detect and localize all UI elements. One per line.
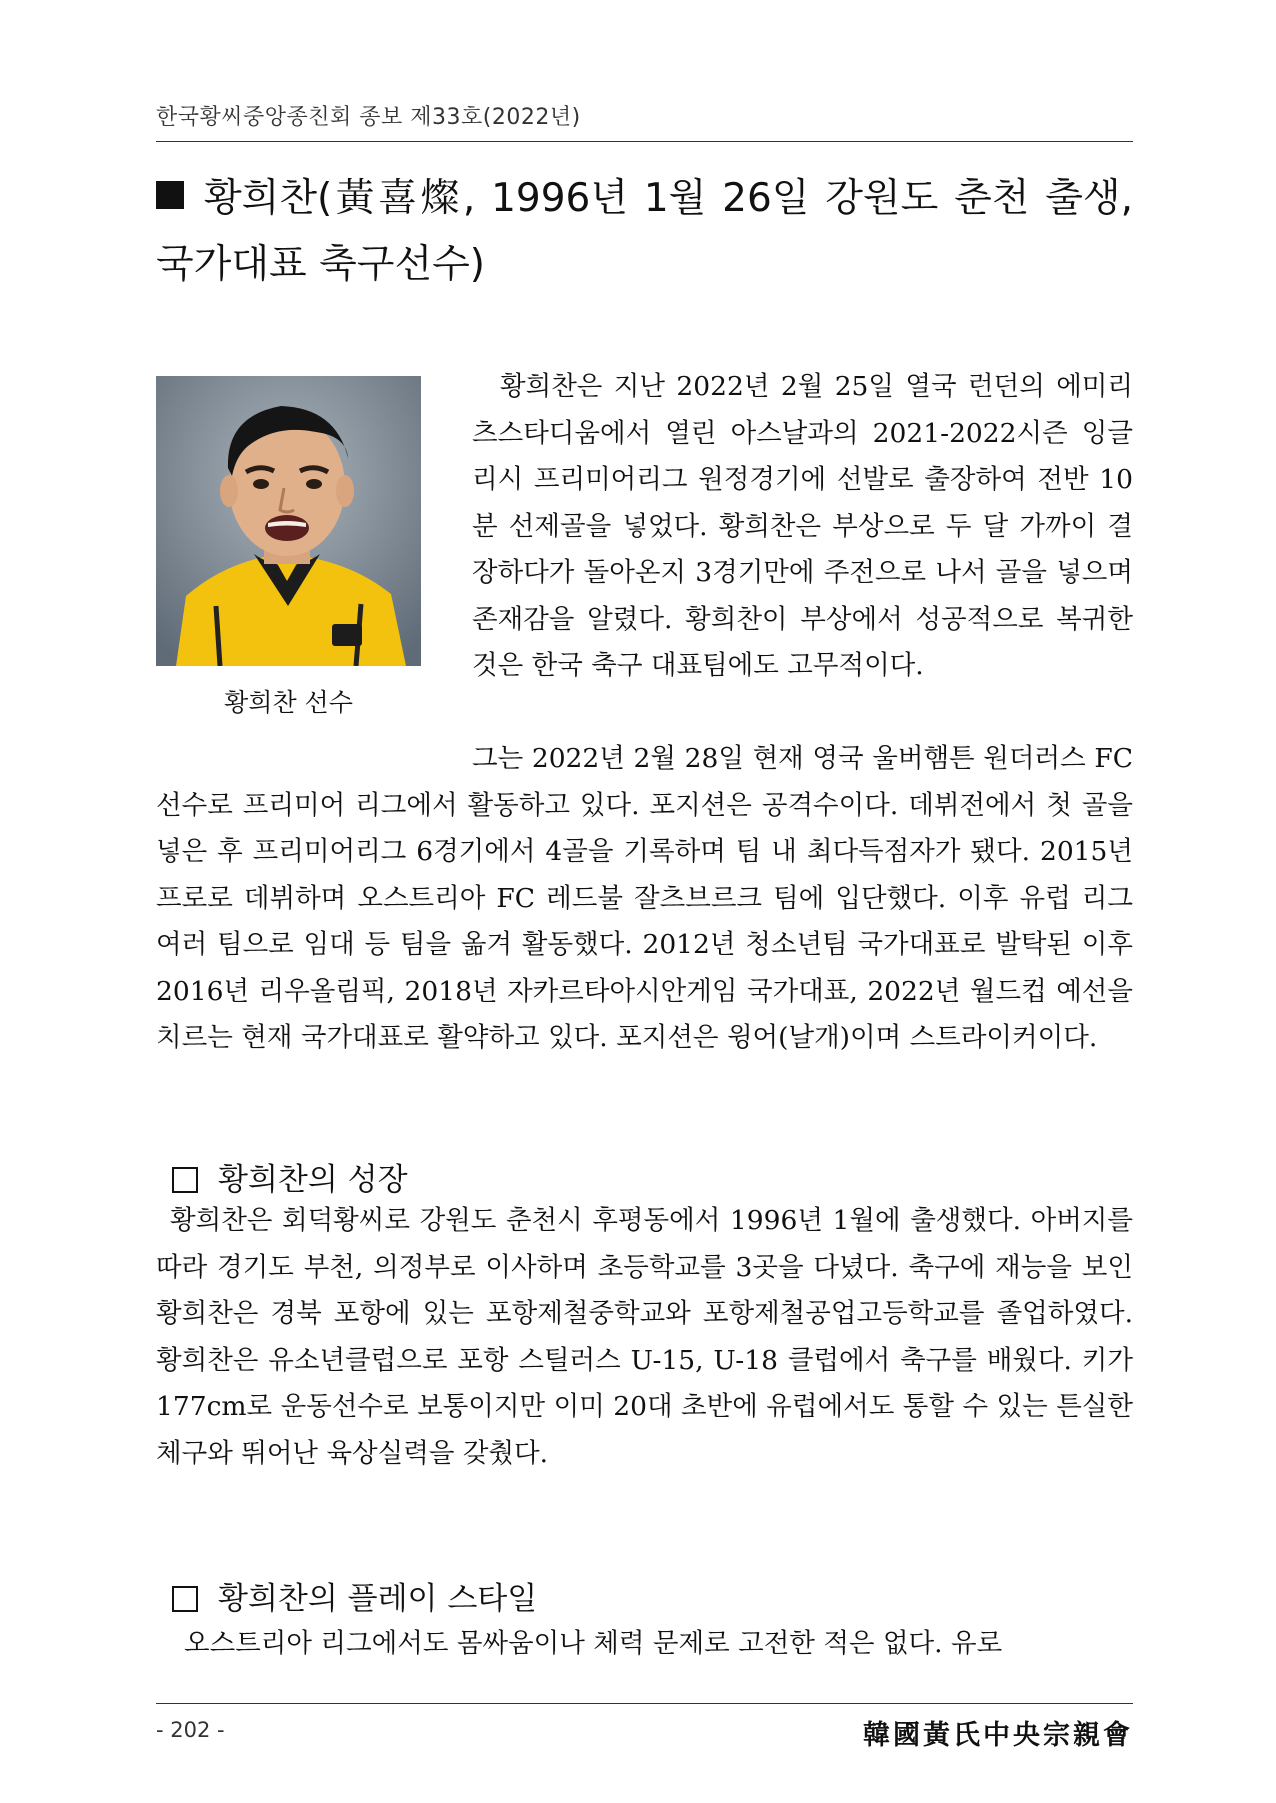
footer-rule [156, 1703, 1133, 1704]
photo-caption: 황희찬 선수 [224, 688, 353, 717]
section-heading-play-style-text: 황희찬의 플레이 스타일 [218, 1581, 538, 1617]
section-heading-growth [172, 1160, 408, 1200]
empty-square-bullet-icon [172, 1167, 198, 1193]
player-photo [156, 376, 421, 666]
header-rule [156, 141, 1133, 142]
section-play-style-body: 오스트리아 리그에서도 몸싸움이나 체력 문제로 고전한 적은 없다. 유로 [184, 1628, 1003, 1659]
article-paragraph-1: 황희찬은 지난 2022년 2월 25일 열국 런던의 에미리츠스타디움에서 열린 아스날과의 2021-2022시즌 잉글리시 프리미어리그 원정경기에 선발로 출장하여 전반 10분 선제골을 넣었다. 황희찬은 부상으로 두 달 가까이 결장하다가 돌아온지 3경기만에 주전으로 나서 골을 넣으며 존재감을 알렸다. 황희찬이 부상에서 성공적으로 복귀한 것은 한국 축구 대표팀에도 고무적이다. [472, 371, 1133, 681]
section-heading-play-style [172, 1579, 537, 1619]
article-title-text: 황희찬(黃喜燦, 1996년 1월 26일 강원도 춘천 출생, 국가대표 축구선수) [156, 176, 1133, 287]
empty-square-bullet-icon [172, 1586, 198, 1612]
organization-name: 韓國黃氏中央宗親會 [863, 1720, 1133, 1751]
player-portrait-illustration [156, 376, 421, 666]
article-paragraph-2: 그는 2022년 2월 28일 현재 영국 울버햄튼 원더러스 FC 선수로 프리미어 리그에서 활동하고 있다. 포지션은 공격수이다. 데뷔전에서 첫 골을 넣은 후 프리미어리그 6경기에서 4골을 기록하며 팀 내 최다득점자가 됐다. 2015년 프로로 데뷔하며 오스트리아 FC 레드불 잘츠브르크 팀에 입단했다. 이후 유럽 리그 여러 팀으로 임대 등 팀을 옮겨 활동했다. 2012년 청소년팀 국가대표로 발탁된 이후 2016년 리우올림픽, 2018년 자카르타아시안게임 국가대표, 2022년 월드컵 예선을 치르는 현재 국가대표로 활약하고 있다. 포지션은 윙어(날개)이며 스트라이커이다. [156, 743, 1133, 1053]
section-growth-body: 황희찬은 회덕황씨로 강원도 춘천시 후평동에서 1996년 1월에 출생했다. 아버지를 따라 경기도 부천, 의정부로 이사하며 초등학교를 3곳을 다녔다. 축구에 재능을 보인 황희찬은 경북 포항에 있는 포항제철중학교와 포항제철공업고등학교를 졸업하였다. 황희찬은 유소년클럽으로 포항 스틸러스 U-15, U-18 클럽에서 축구를 배웠다. 키가 177cm로 운동선수로 보통이지만 이미 20대 초반에 유럽에서도 통할 수 있는 튼실한 체구와 뛰어난 육상실력을 갖췄다. [156, 1205, 1133, 1469]
publication-header: 한국황씨중앙종친회 종보 제33호(2022년) [156, 105, 581, 130]
section-heading-growth-text: 황희찬의 성장 [218, 1162, 408, 1198]
article-title [156, 166, 1133, 298]
page-number: - 202 - [156, 1718, 225, 1742]
black-square-bullet-icon [156, 181, 184, 209]
